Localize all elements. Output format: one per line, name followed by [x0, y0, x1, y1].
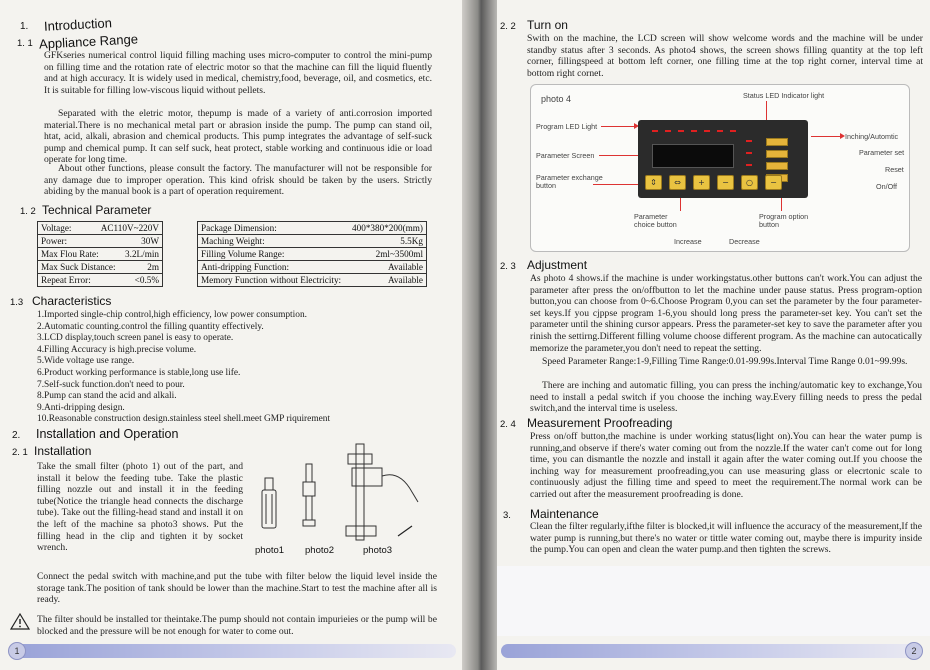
list-item: 8.Pump can stand the acid and alkali. — [37, 391, 177, 402]
subsection-adjustment: 2. 3 Adjustment — [500, 258, 588, 272]
spec-value: 400*380*200(mm) — [352, 223, 423, 233]
decrease-button[interactable]: − — [717, 175, 734, 190]
spec-label: Maching Weight: — [201, 236, 265, 246]
proofreading-text: Press on/off button,the machine is under working status(light on).You can hear the water pump is running,and observe if there's water coming out from the nozzle.If the water can't come out for long time, you can dismantle the nozzle and install it again after the water coming out.If you choose the inching way for measurement proofreading,you can use measuring glass or elecrtonic scale to continuously adjust the filling time and speed to meet the requirement.The normal work can be carried out after the measurement proofreading is done. — [530, 431, 922, 500]
spec-row — [38, 261, 163, 274]
spec-cell — [198, 274, 427, 287]
program-led — [678, 130, 684, 132]
warning-icon — [10, 612, 30, 630]
spec-row — [198, 248, 427, 261]
filling-stand-icon — [346, 444, 418, 540]
footer-bar — [16, 644, 456, 658]
spec-value: <0.5% — [134, 275, 159, 285]
program-option-label: Program option button — [759, 212, 809, 229]
other-functions-text: About other functions, please consult the factory. The manufacturer will not be responsible for any damage due to improper operation. This kind ofrisk should be taken by the users. Strictly abiding by the manual book is a part of operation requirement. — [44, 163, 432, 198]
footer-bar-right — [501, 644, 915, 658]
program-led — [704, 130, 710, 132]
spec-value: 2m — [147, 262, 159, 272]
installation-text: Take the small filter (photo 1) out of the part, and install it below the feeding tube. Take the plastic filling nozzle out and install it in the feeding tube(Notice the triangle head connects the discharge tube). Take out the filling-head stand and install it on the left of the machine sa photo3 shows. Put the filling head in the clip and tighten it by socket wrench. — [37, 461, 243, 554]
parameter-exchange-pointer — [593, 184, 643, 185]
adjustment-inching-text: There are inching and automatic filling, you can press the inching/automatic key to exchange,You need to install a pedal switch if you choose the inching way.Every filling needs to press the pedal switch,and the interval time is useless. — [530, 380, 922, 415]
spec-cell — [198, 235, 427, 248]
onoff-label: On/Off — [876, 182, 898, 191]
spec-label: Filling Volume Range: — [201, 249, 285, 259]
spec-cell — [198, 248, 427, 261]
list-item: 9.Anti-dripping design. — [37, 402, 125, 413]
status-led — [746, 152, 752, 154]
spec-value: AC110V~220V — [100, 223, 159, 233]
photo1-caption: photo1 — [255, 545, 285, 556]
status-led — [746, 140, 752, 142]
increase-label: Increase — [674, 237, 702, 246]
list-item: 5.Wide voltage use range. — [37, 356, 135, 367]
appliance-range-text: GFKseries numerical control liquid filling maching uses micro-computer to control the mini-pump on filling time and the rotation rate of electric motor so that the machine can fill the liquid fluently and at high accuracy. It is widely used in medical, chemistry,food, beverage, oil, and cosmetics, etc. It is suitable for filling low-viscous liquid without pellets. — [44, 50, 432, 96]
program-bar-button[interactable]: − — [765, 175, 782, 190]
spec-cell — [38, 261, 163, 274]
section-introduction: 1. Introduction — [20, 15, 113, 34]
choice-left-right-button[interactable]: ⇔ — [669, 175, 686, 190]
spec-cell — [38, 248, 163, 261]
spec-table-right — [197, 221, 427, 287]
status-led-label: Status LED Indicator light — [743, 91, 825, 100]
status-led — [746, 164, 752, 166]
photo4-title: photo 4 — [541, 94, 572, 104]
spec-label: Anti-dripping Function: — [201, 262, 290, 272]
inching-automatic-button[interactable] — [766, 138, 788, 146]
spec-row — [198, 274, 427, 287]
spec-cell — [38, 222, 163, 235]
page-number-right: 2 — [905, 642, 923, 660]
spec-label: Memory Function without Electricity: — [201, 275, 342, 285]
list-item: 7.Self-suck function.don't need to pour. — [37, 379, 185, 390]
program-option-button[interactable]: ○ — [741, 175, 758, 190]
spec-value: Available — [387, 275, 423, 285]
parameter-set-label: Parameter set — [859, 148, 905, 157]
lcd-screen — [652, 144, 734, 168]
choice-pointer — [680, 197, 681, 211]
spec-label: Max Flou Rate: — [41, 249, 99, 259]
program-led-label: Program LED Light — [536, 122, 598, 131]
program-led — [691, 130, 697, 132]
spec-row — [38, 248, 163, 261]
subsection-installation: 2. 1 Installation — [12, 444, 92, 458]
spec-row — [198, 261, 427, 274]
spec-label: Voltage: — [41, 223, 72, 233]
spec-value: 2ml~3500ml — [375, 249, 423, 259]
inching-pointer — [811, 136, 841, 137]
photo3-caption: photo3 — [363, 545, 393, 556]
parameter-exchange-label: Parameter exchange button — [536, 173, 603, 190]
spec-cell — [38, 235, 163, 248]
spec-value: 3.2L/min — [125, 249, 159, 259]
status-led-pointer — [766, 101, 767, 121]
maintenance-text: Clean the filter regularly,ifthe filter is blocked,it will influence the accuracy of the measurement,If the water pump is running,but there's no water or tittle water coming out, maybe there is impurity inside the pump.You can open and clean the water pump.and then tighten the screws. — [530, 521, 922, 556]
reset-label: Reset — [885, 165, 904, 174]
pump-description-text: Separated with the eletric motor, thepump is made of a variety of anti.corrosion imported material.There is no mechanical metal part or abrasion inside the pump. The pump can stand oil, htat, acid, alkali, abrasion and chemical products. This pump integrates the advantage of self-suck pump and chemical pump. It can self suck, heat protect, stable working and continuous idie or load operate for long time. — [44, 108, 432, 166]
decrease-label: Decrease — [729, 237, 760, 246]
reset-button[interactable] — [766, 162, 788, 170]
nozzle-icon — [303, 464, 315, 526]
spec-row — [38, 235, 163, 248]
list-item: 4.Filling Accuracy is high.precise volume. — [37, 344, 197, 355]
blank-area — [497, 566, 930, 636]
increase-button[interactable]: + — [693, 175, 710, 190]
program-led — [717, 130, 723, 132]
spec-cell — [198, 261, 427, 274]
arrow-icon — [398, 526, 412, 536]
installation-photos — [250, 440, 440, 544]
filter-icon — [262, 478, 276, 528]
installation-text-2: Connect the pedal switch with machine,and put the tube with filter below the liquid level inside the storage tank.The position of tank should be lower than the machine.Start to test the machine after all is ready. — [37, 571, 437, 606]
characteristics-list — [37, 310, 447, 426]
subsection-appliance-range: 1. 1 Appliance Range — [17, 31, 139, 52]
warning-text: The filter should be installed tor theintake.The pump should not contain impurieies or the pump will be blocked and the pressure will be not enough for water to come out. — [37, 614, 437, 637]
list-item: 2.Automatic counting.control the filling quantity effectively. — [37, 321, 264, 332]
section-installation-operation: 2. Installation and Operation — [12, 427, 179, 441]
list-item: 1.Imported single-chip control,high efficiency, low power consumption. — [37, 310, 307, 320]
list-item: 3.LCD display,touch screen panel is easy to operate. — [37, 333, 234, 344]
spec-label: Repeat Error: — [41, 275, 91, 285]
parameter-choice-label: Parameter choice button — [634, 212, 677, 229]
spec-value: 30W — [141, 236, 159, 246]
program-led — [730, 130, 736, 132]
spec-cell — [38, 274, 163, 287]
spec-label: Max Suck Distance: — [41, 262, 116, 272]
exchange-up-down-button[interactable]: ⇕ — [645, 175, 662, 190]
spec-row — [38, 222, 163, 235]
spec-value: Available — [387, 262, 423, 272]
parameter-set-button[interactable] — [766, 150, 788, 158]
spec-row — [38, 274, 163, 287]
option-pointer — [781, 197, 782, 211]
spec-label: Package Dimension: — [201, 223, 277, 233]
spec-label: Power: — [41, 236, 68, 246]
subsection-measurement-proofreading: 2. 4 Measurement Proofreading — [500, 416, 673, 430]
left-page — [0, 0, 462, 670]
turn-on-text: Swith on the machine, the LCD screen will show welcome words and the machine will be under standby status after 3 seconds. As photo4 shows, the screen shows filling quantity at the top left corner, fillingspeed at bottom left corner, one filling time at the top right corner, interval time at bottom right cornet. — [527, 33, 923, 79]
adjustment-ranges-text: Speed Parameter Range:1-9,Filling Time Range:0.01-99.99s.Interval Time Range 0.01~99.99s. — [542, 356, 908, 367]
spec-row — [198, 235, 427, 248]
page-number: 1 — [8, 642, 26, 660]
section-maintenance: 3. Maintenance — [503, 507, 599, 521]
inching-label: Inching/Automtic — [845, 132, 899, 141]
list-item: 6.Product working performance is stable,long use life. — [37, 367, 241, 378]
parameter-screen-label: Parameter Screen — [536, 151, 595, 160]
spec-value: 5.5Kg — [400, 236, 423, 246]
program-led — [652, 130, 658, 132]
subsection-turn-on: 2. 2 Turn on — [500, 18, 568, 32]
subsection-characteristics: 1.3 Characteristics — [10, 294, 112, 308]
program-led-pointer — [601, 126, 635, 127]
spec-table-left — [37, 221, 163, 287]
spec-cell — [198, 222, 427, 235]
adjustment-text: As photo 4 shows.if the machine is under workingstatus.other buttons can't work.You can adjust the parameter after press the on/offbutton to let the machine under pause status. Press program-option button,you can choose from 0~6.Choose Program 0,you can set the parameter by the four parameter-set keys.If you cjppse program 1-6,you should long press the parameter-set key. You can't set the parameter until the shining cursor appears. Press the parameter-set key to save the parameter after you rinish the settirng.Different filling volume choose different program. As the machine can autocatically memorize the parameter,you don't need to repeat the setting. — [530, 273, 922, 354]
spec-row — [198, 222, 427, 235]
book-gutter — [462, 0, 497, 670]
photo2-caption: photo2 — [305, 545, 335, 556]
subsection-technical-parameter: 1. 2 Technical Parameter — [20, 203, 152, 217]
program-led — [665, 130, 671, 132]
list-item: 10.Reasonable construction design.stainless steel shell.meet GMP riquirement — [37, 414, 331, 425]
